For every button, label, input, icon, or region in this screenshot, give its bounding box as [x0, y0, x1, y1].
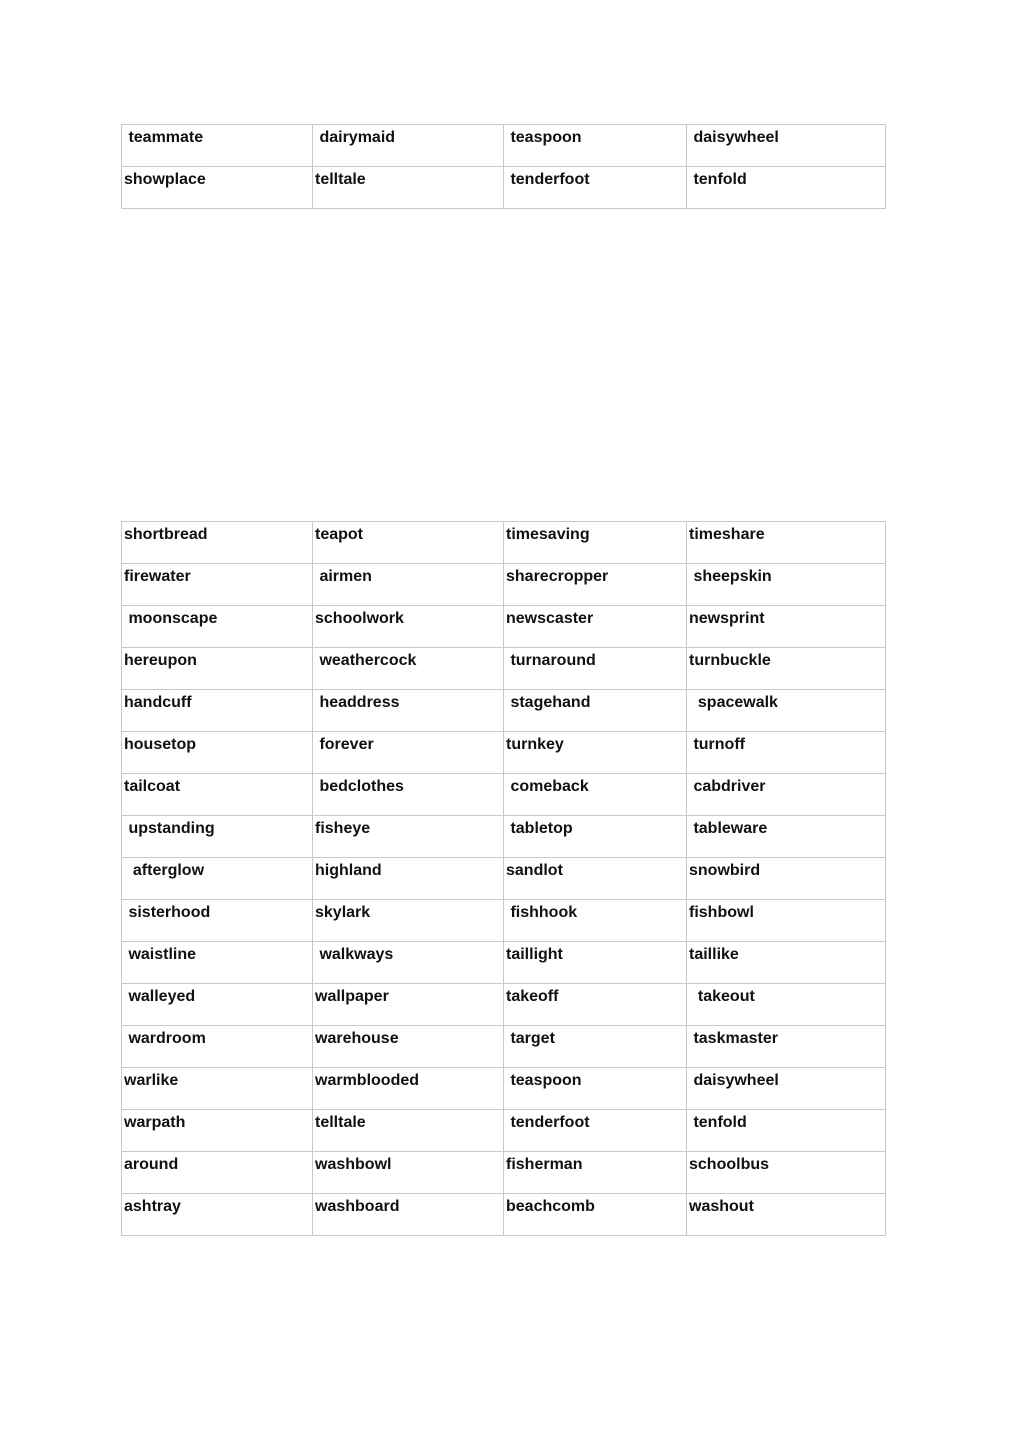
table-cell: firewater: [122, 564, 313, 606]
table-cell: fishhook: [504, 900, 687, 942]
table-cell: washout: [687, 1194, 886, 1236]
table-cell: fisherman: [504, 1152, 687, 1194]
table-cell: warpath: [122, 1110, 313, 1152]
table-row: [122, 1068, 886, 1110]
table-cell: tailcoat: [122, 774, 313, 816]
table-cell: wardroom: [122, 1026, 313, 1068]
table-cell: cabdriver: [687, 774, 886, 816]
table-cell: tableware: [687, 816, 886, 858]
table-cell: timeshare: [687, 522, 886, 564]
table-cell: spacewalk: [687, 690, 886, 732]
table-row: [122, 858, 886, 900]
table-cell: snowbird: [687, 858, 886, 900]
table-cell: warlike: [122, 1068, 313, 1110]
table-cell: taillike: [687, 942, 886, 984]
table-cell: showplace: [122, 167, 313, 209]
table-row: [122, 522, 886, 564]
table-cell: schoolwork: [313, 606, 504, 648]
word-table-bottom: [121, 521, 886, 1236]
table-row: [122, 1152, 886, 1194]
table-cell: sheepskin: [687, 564, 886, 606]
table-cell: teapot: [313, 522, 504, 564]
table-row: [122, 816, 886, 858]
table-cell: ashtray: [122, 1194, 313, 1236]
table-cell: daisywheel: [687, 125, 886, 167]
table-cell: fishbowl: [687, 900, 886, 942]
table-cell: around: [122, 1152, 313, 1194]
table-cell: takeoff: [504, 984, 687, 1026]
table-cell: shortbread: [122, 522, 313, 564]
table-cell: skylark: [313, 900, 504, 942]
table-row: [122, 774, 886, 816]
table-cell: taskmaster: [687, 1026, 886, 1068]
table-cell: walleyed: [122, 984, 313, 1026]
table-row: [122, 167, 886, 209]
table-row: [122, 1194, 886, 1236]
table-row: [122, 900, 886, 942]
table-cell: upstanding: [122, 816, 313, 858]
table-cell: dairymaid: [313, 125, 504, 167]
table-cell: teaspoon: [504, 1068, 687, 1110]
table-cell: turnbuckle: [687, 648, 886, 690]
table-cell: telltale: [313, 167, 504, 209]
table-cell: schoolbus: [687, 1152, 886, 1194]
table-row: [122, 648, 886, 690]
table-cell: beachcomb: [504, 1194, 687, 1236]
table-cell: turnkey: [504, 732, 687, 774]
table-cell: timesaving: [504, 522, 687, 564]
table-cell: sandlot: [504, 858, 687, 900]
table-row: [122, 942, 886, 984]
table-cell: afterglow: [122, 858, 313, 900]
table-cell: comeback: [504, 774, 687, 816]
table-cell: target: [504, 1026, 687, 1068]
table-cell: wallpaper: [313, 984, 504, 1026]
table-row: [122, 606, 886, 648]
table-cell: tabletop: [504, 816, 687, 858]
table-row: [122, 1026, 886, 1068]
table-cell: takeout: [687, 984, 886, 1026]
table-cell: telltale: [313, 1110, 504, 1152]
table-row: [122, 1110, 886, 1152]
table-cell: highland: [313, 858, 504, 900]
table-cell: newscaster: [504, 606, 687, 648]
table-cell: housetop: [122, 732, 313, 774]
table-cell: tenderfoot: [504, 1110, 687, 1152]
table-row: [122, 732, 886, 774]
table-cell: forever: [313, 732, 504, 774]
word-table-top: [121, 124, 886, 209]
table-cell: hereupon: [122, 648, 313, 690]
table-cell: moonscape: [122, 606, 313, 648]
table-cell: washbowl: [313, 1152, 504, 1194]
table-row: [122, 564, 886, 606]
table-row: [122, 125, 886, 167]
table-cell: warehouse: [313, 1026, 504, 1068]
table-cell: tenfold: [687, 167, 886, 209]
table-cell: turnaround: [504, 648, 687, 690]
table-cell: teaspoon: [504, 125, 687, 167]
table-cell: sharecropper: [504, 564, 687, 606]
table-cell: taillight: [504, 942, 687, 984]
table-row: [122, 690, 886, 732]
table-cell: headdress: [313, 690, 504, 732]
table-cell: handcuff: [122, 690, 313, 732]
table-cell: fisheye: [313, 816, 504, 858]
table-cell: turnoff: [687, 732, 886, 774]
table-cell: daisywheel: [687, 1068, 886, 1110]
table-cell: airmen: [313, 564, 504, 606]
table-cell: waistline: [122, 942, 313, 984]
table-cell: sisterhood: [122, 900, 313, 942]
table-row: [122, 984, 886, 1026]
table-cell: warmblooded: [313, 1068, 504, 1110]
table-cell: newsprint: [687, 606, 886, 648]
table-cell: teammate: [122, 125, 313, 167]
table-cell: stagehand: [504, 690, 687, 732]
table-cell: tenderfoot: [504, 167, 687, 209]
table-cell: bedclothes: [313, 774, 504, 816]
table-cell: walkways: [313, 942, 504, 984]
table-cell: tenfold: [687, 1110, 886, 1152]
table-cell: washboard: [313, 1194, 504, 1236]
table-cell: weathercock: [313, 648, 504, 690]
